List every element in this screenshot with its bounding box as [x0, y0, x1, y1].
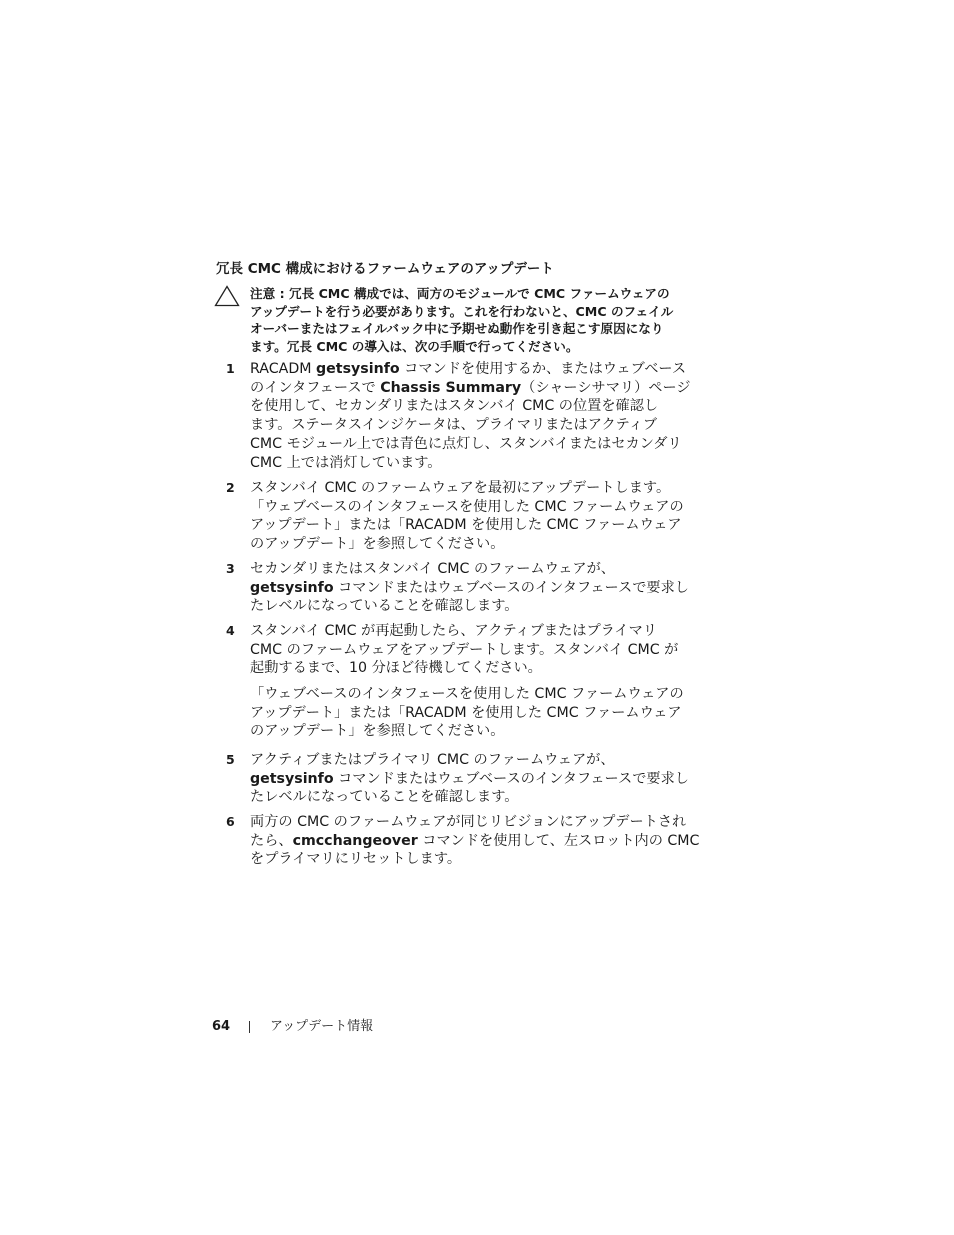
- caution-line: アップデートを行う必要があります。これを行わないと、CMC のフェイル: [250, 303, 674, 319]
- step-text-run: コマンドまたはウェブベースのインタフェースで要求し: [333, 579, 689, 596]
- step-text-run: のインタフェースで: [250, 379, 381, 396]
- command-name: getsysinfo: [316, 361, 400, 377]
- reference-line: のアップデート」を参照してください。: [250, 723, 505, 740]
- step-text: [250, 622, 730, 678]
- step-number: 4: [226, 623, 235, 638]
- step-line: CMC 上では消灯しています。: [250, 454, 442, 471]
- step-line: 両方の CMC のファームウェアが同じリビジョンにアップデートされ: [250, 814, 687, 830]
- step-line: をプライマリにリセットします。: [250, 851, 462, 868]
- step-line: アップデート」または「RACADM を使用した CMC ファームウェア: [250, 517, 682, 534]
- step-text-run: （シャーシサマリ）ページ: [521, 379, 691, 396]
- step-line: のアップデート」を参照してください。: [250, 536, 505, 553]
- reference-line: 「ウェブベースのインタフェースを使用した CMC ファームウェアの: [250, 686, 684, 702]
- step-number: 3: [226, 561, 235, 576]
- step-text: [250, 560, 730, 616]
- footer-divider: [249, 1021, 250, 1033]
- step-text-run: RACADM: [250, 361, 317, 377]
- caution-text: [250, 285, 730, 355]
- command-name: getsysinfo: [250, 579, 334, 596]
- command-name: cmcchangeover: [292, 832, 418, 849]
- footer-section-title: アップデート情報: [270, 1019, 374, 1034]
- step-text: [250, 360, 730, 472]
- step-line: セカンダリまたはスタンバイ CMC のファームウェアが、: [250, 561, 615, 577]
- step-line: CMC モジュール上では青色に点灯し、スタンバイまたはセカンダリ: [250, 435, 682, 452]
- step-4-reference: [250, 685, 730, 741]
- step-text-run: コマンドまたはウェブベースのインタフェースで要求し: [333, 770, 689, 787]
- step-line: CMC のファームウェアをアップデートします。スタンバイ CMC が: [250, 641, 679, 658]
- step-line: スタンバイ CMC のファームウェアを最初にアップデートします。: [250, 480, 671, 496]
- caution-line: ます。冗長 CMC の導入は、次の手順で行ってください。: [250, 338, 579, 354]
- step-line: 「ウェブベースのインタフェースを使用した CMC ファームウェアの: [250, 498, 684, 515]
- step-line: 起動するまで、10 分ほど待機してください。: [250, 660, 542, 677]
- step-text-run: コマンドを使用するか、またはウェブベース: [399, 361, 687, 377]
- section-heading: 冗長 CMC 構成におけるファームウェアのアップデート: [216, 261, 554, 277]
- step-line: スタンバイ CMC が再起動したら、アクティブまたはプライマリ: [250, 623, 657, 639]
- caution-note: [214, 285, 734, 355]
- step-text: [250, 751, 730, 807]
- step-line: たレベルになっていることを確認します。: [250, 789, 519, 806]
- step-number: 6: [226, 814, 235, 829]
- page-number: 64: [212, 1019, 231, 1034]
- step-number: 1: [226, 361, 235, 376]
- ui-page-name: Chassis Summary: [380, 379, 522, 396]
- step-text-run: たら、: [250, 832, 293, 849]
- caution-line: 注意 : 冗長 CMC 構成では、両方のモジュールで CMC ファームウェアの: [250, 286, 670, 301]
- step-line: を使用して、セカンダリまたはスタンバイ CMC の位置を確認し: [250, 398, 659, 415]
- step-text: [250, 813, 730, 869]
- caution-triangle-icon: [214, 285, 240, 307]
- step-text: [250, 479, 730, 554]
- caution-line: オーバーまたはフェイルバック中に予期せぬ動作を引き起こす原因になり: [250, 321, 664, 336]
- step-number: 2: [226, 480, 235, 495]
- step-line: アクティブまたはプライマリ CMC のファームウェアが、: [250, 752, 615, 768]
- command-name: getsysinfo: [250, 770, 334, 787]
- step-number: 5: [226, 752, 235, 767]
- reference-line: アップデート」または「RACADM を使用した CMC ファームウェア: [250, 704, 682, 721]
- step-text-run: コマンドを使用して、左スロット内の CMC: [417, 832, 700, 849]
- step-line: たレベルになっていることを確認します。: [250, 598, 519, 615]
- step-line: ます。ステータスインジケータは、プライマリまたはアクティブ: [250, 417, 658, 434]
